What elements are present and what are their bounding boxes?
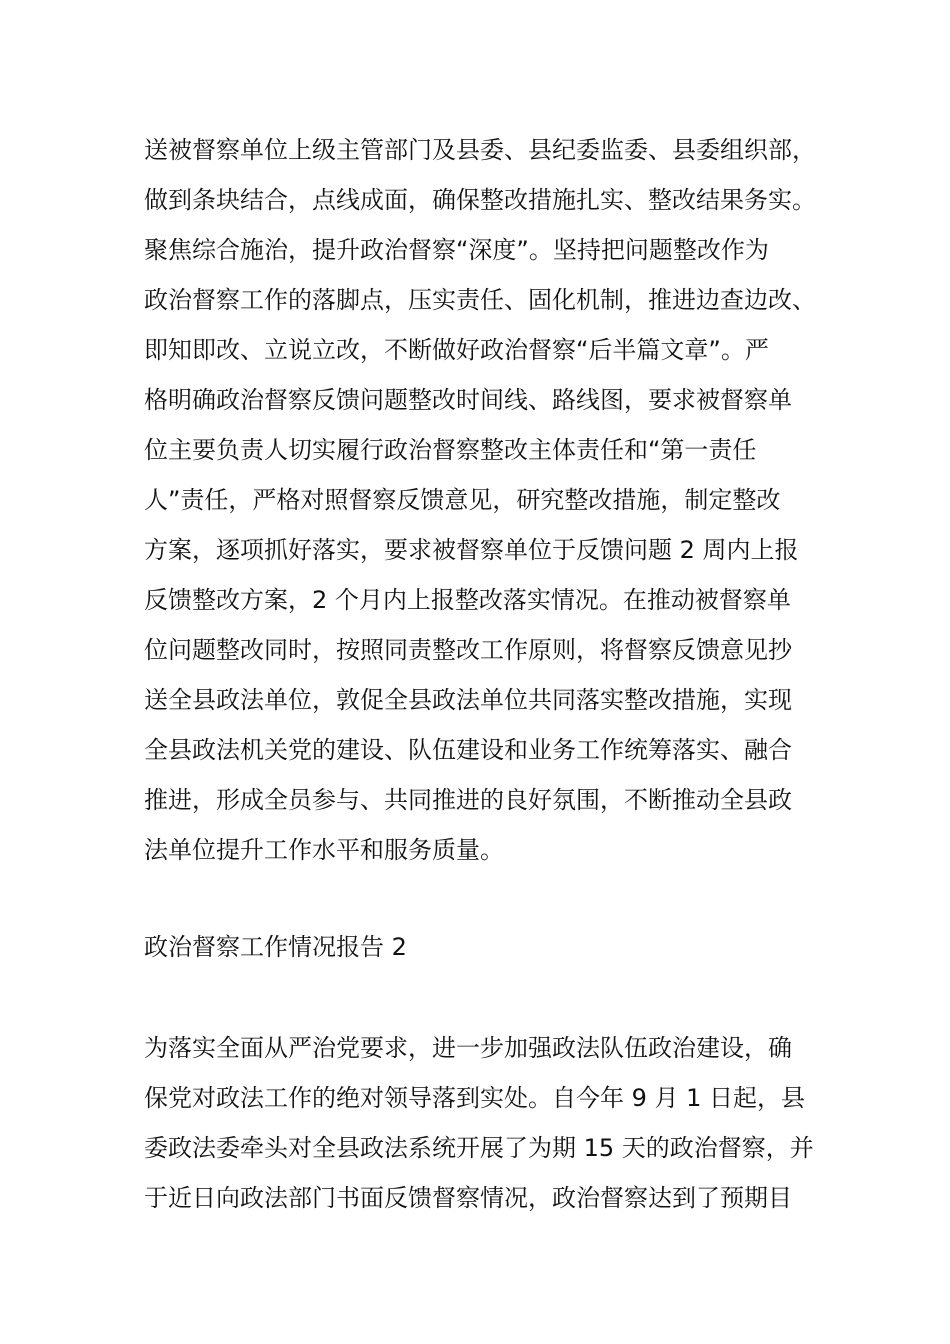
text-line: 反馈整改方案，2 个月内上报整改落实情况。在推动被督察单 bbox=[144, 586, 791, 614]
text-line: 人”责任，严格对照督察反馈意见，研究整改措施，制定整改 bbox=[144, 486, 781, 514]
text-line: 委政法委牵头对全县政法系统开展了为期 15 天的政治督察，并 bbox=[144, 1134, 814, 1162]
body-paragraph-2 bbox=[144, 1023, 814, 1223]
text-line: 做到条块结合，点线成面，确保整改措施扎实、整改结果务实。 bbox=[144, 186, 816, 214]
text-line: 政治督察工作的落脚点，压实责任、固化机制，推进边查边改、 bbox=[144, 286, 816, 314]
text-line: 格明确政治督察反馈问题整改时间线、路线图，要求被督察单 bbox=[144, 386, 792, 414]
section-heading-2 bbox=[144, 922, 814, 972]
body-paragraph-1 bbox=[144, 125, 814, 875]
text-line: 送被督察单位上级主管部门及县委、县纪委监委、县委组织部， bbox=[144, 136, 816, 164]
text-line: 于近日向政法部门书面反馈督察情况，政治督察达到了预期目 bbox=[144, 1184, 792, 1212]
text-line: 位主要负责人切实履行政治督察整改主体责任和“第一责任 bbox=[144, 436, 757, 464]
text-line: 法单位提升工作水平和服务质量。 bbox=[144, 836, 504, 864]
text-line: 为落实全面从严治党要求，进一步加强政法队伍政治建设，确 bbox=[144, 1034, 792, 1062]
heading-text: 政治督察工作情况报告 2 bbox=[144, 933, 407, 961]
text-line: 全县政法机关党的建设、队伍建设和业务工作统筹落实、融合 bbox=[144, 736, 792, 764]
text-line: 方案，逐项抓好落实，要求被督察单位于反馈问题 2 周内上报 bbox=[144, 536, 799, 564]
text-line: 位问题整改同时，按照同责整改工作原则，将督察反馈意见抄 bbox=[144, 636, 792, 664]
text-line: 推进，形成全员参与、共同推进的良好氛围，不断推动全县政 bbox=[144, 786, 792, 814]
text-line: 聚焦综合施治，提升政治督察“深度”。坚持把问题整改作为 bbox=[144, 236, 769, 264]
text-line: 送全县政法单位，敦促全县政法单位共同落实整改措施，实现 bbox=[144, 686, 792, 714]
text-line: 即知即改、立说立改，不断做好政治督察“后半篇文章”。严 bbox=[144, 336, 769, 364]
text-line: 保党对政法工作的绝对领导落到实处。自今年 9 月 1 日起，县 bbox=[144, 1084, 806, 1112]
